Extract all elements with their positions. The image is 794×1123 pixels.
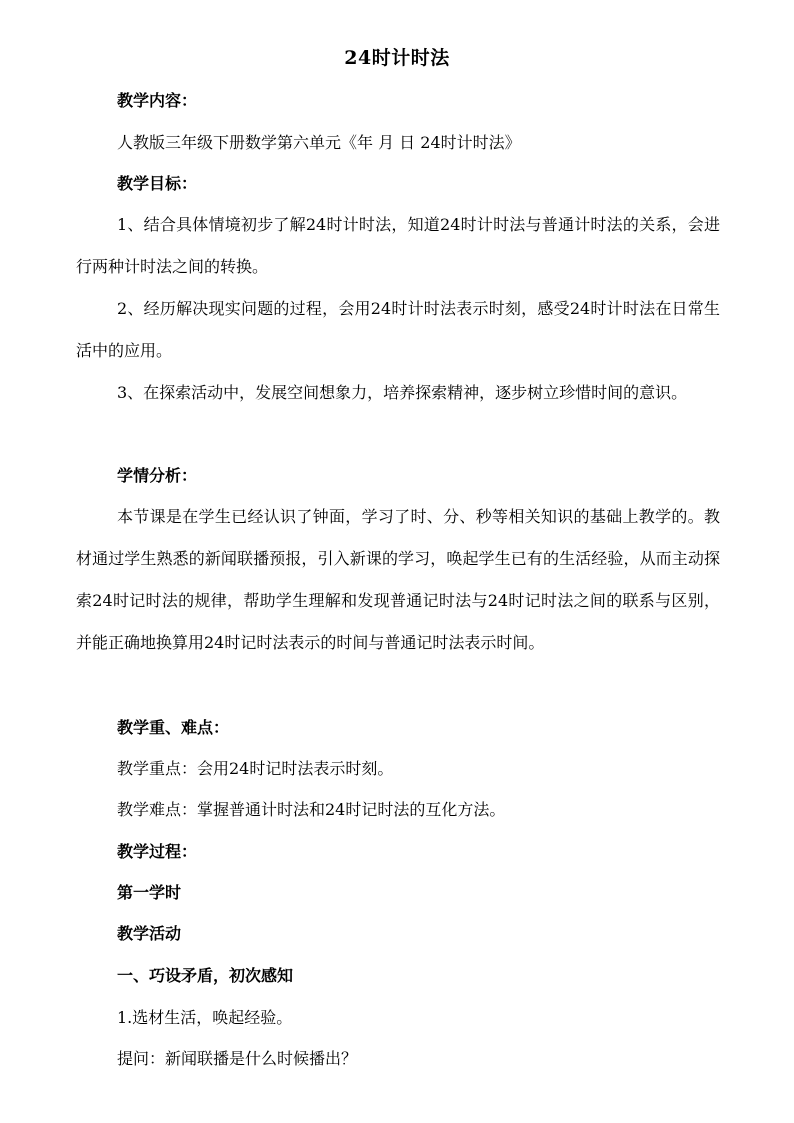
heading-teaching-goals: 教学目标： [117, 174, 198, 193]
heading-teaching-content: 教学内容： [117, 91, 198, 110]
teaching-content-text: 人教版三年级下册数学第六单元《年 月 日 24时计时法》 [117, 133, 521, 152]
heading-key-difficult-points: 教学重、难点： [117, 718, 230, 737]
difficult-point-text: 教学难点：掌握普通计时法和24时记时法的互化方法。 [117, 800, 506, 819]
goal-3: 3、在探索活动中，发展空间想象力，培养探索精神，逐步树立珍惜时间的意识。 [117, 383, 688, 402]
document-title: 24时计时法 [344, 47, 450, 69]
heading-learning-analysis: 学情分析： [117, 466, 198, 485]
section-1-heading: 一、巧设矛盾，初次感知 [117, 966, 294, 985]
heading-teaching-process: 教学过程： [117, 842, 198, 861]
learning-analysis-text: 本节课是在学生已经认识了钟面，学习了时、分、秒等相关知识的基础上教学的。教材通过学生熟悉的新闻联播预报，引入新课的学习，唤起学生已有的生活经验，从而主动探索24时记时法的规律，帮助学生理解和发现普通记时法与24时记时法之间的联系与区别，并能正确地换算用24时记时法表示的时间与普通记时法表示时间。 [76, 507, 720, 652]
step-1-text: 1.选材生活，唤起经验。 [117, 1008, 293, 1027]
goal-1: 1、结合具体情境初步了解24时计时法，知道24时计时法与普通计时法的关系，会进行两种计时法之间的转换。 [76, 215, 720, 276]
goal-2: 2、经历解决现实问题的过程，会用24时计时法表示时刻，感受24时计时法在日常生活中的应用。 [76, 299, 720, 360]
key-point-text: 教学重点：会用24时记时法表示时刻。 [117, 759, 394, 778]
question-text: 提问：新闻联播是什么时候播出？ [117, 1049, 358, 1068]
heading-teaching-activity: 教学活动 [117, 924, 182, 943]
lesson-label: 第一学时 [117, 883, 182, 902]
